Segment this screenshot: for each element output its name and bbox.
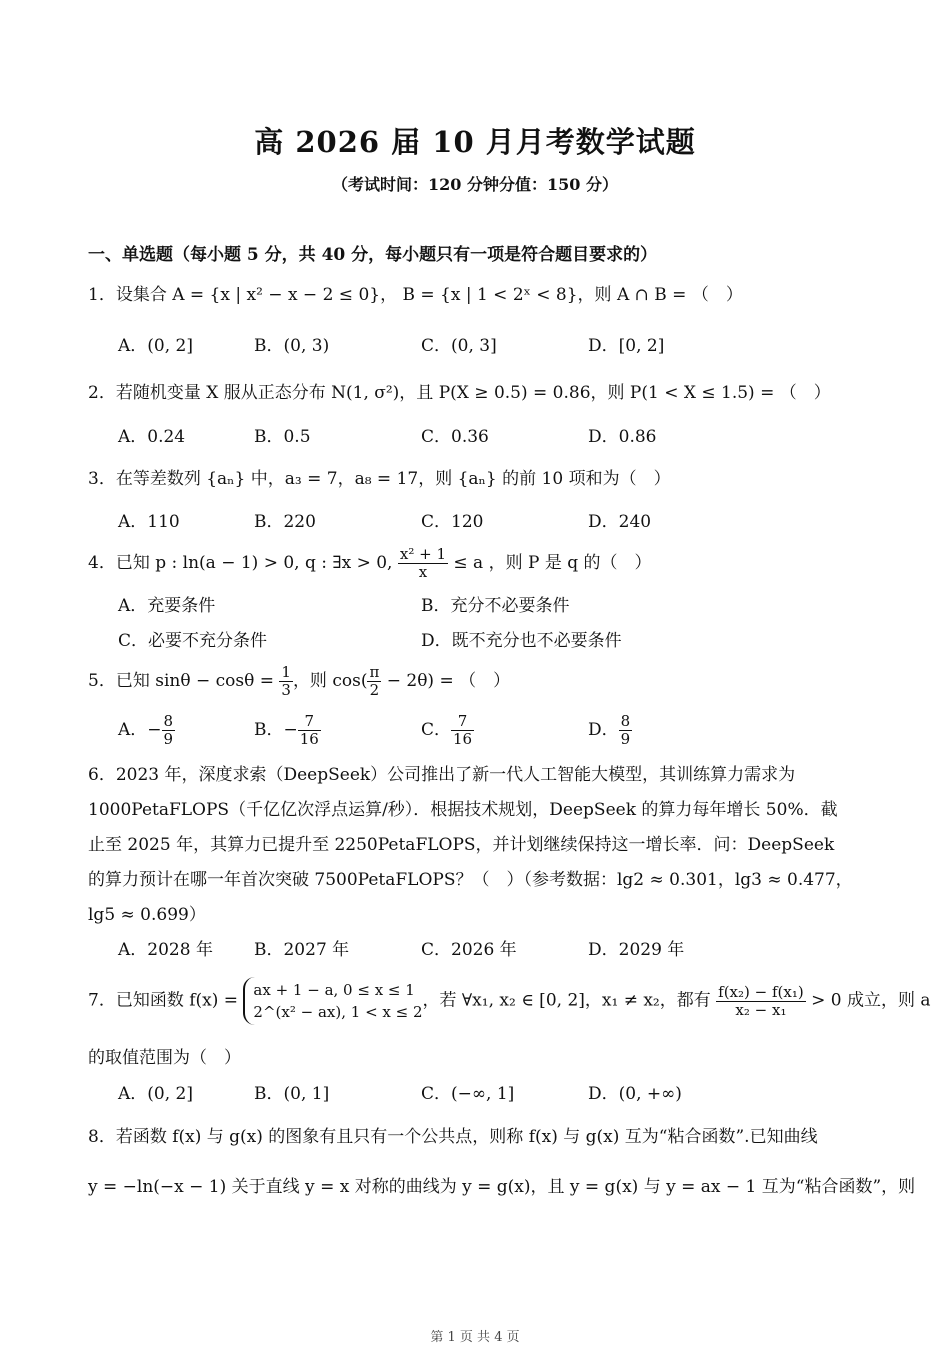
- question-2-stem: 2．若随机变量 X 服从正态分布 N(1, σ²)，且 P(X ≥ 0.5) = 0.86，则 P(1 < X ≤ 1.5) = （ ）: [88, 383, 831, 403]
- question-7-stem: [88, 977, 931, 1025]
- question-5-stem-post: − 2θ) = （ ）: [381, 671, 511, 691]
- option-label: C．: [421, 720, 452, 740]
- question-2-option-d: D．0.86: [588, 427, 657, 447]
- option-fraction: [451, 713, 474, 748]
- fraction-numerator: π: [369, 663, 380, 681]
- question-3-option-d: D．240: [588, 512, 652, 532]
- question-5-fraction-1: [279, 664, 293, 699]
- question-4-fraction: [398, 546, 448, 581]
- question-1-option-b: B．(0, 3): [254, 336, 330, 356]
- exam-title: 高 2026 届 10 月月考数学试题: [254, 125, 696, 159]
- question-1-option-d: D．[0, 2]: [588, 336, 665, 356]
- question-6-line-4: 的算力预计在哪一年首次突破 7500PetaFLOPS？（ ）（参考数据：lg2 ≈ 0.301，lg3 ≈ 0.477，: [88, 870, 853, 890]
- question-6-option-b: B．2027 年: [254, 940, 350, 960]
- fraction-denominator: 16: [453, 730, 473, 748]
- fraction-denominator: 9: [163, 730, 174, 748]
- question-3-stem: 3．在等差数列 {aₙ} 中，a₃ = 7，a₈ = 17，则 {aₙ} 的前 10 项和为（ ）: [88, 469, 671, 489]
- section-heading: 一、单选题（每小题 5 分，共 40 分，每小题只有一项是符合题目要求的）: [88, 245, 658, 265]
- question-6-line-3: 止至 2025 年，其算力已提升至 2250PetaFLOPS，并计划继续保持这一增长率．问：DeepSeek: [88, 835, 835, 855]
- question-1-stem: 1．设集合 A = {x | x² − x − 2 ≤ 0}， B = {x | 1 < 2ˣ < 8}，则 A ∩ B = （ ）: [88, 285, 743, 305]
- question-7-stem-pre: 7．已知函数 f(x) =: [88, 990, 244, 1011]
- question-2-option-a: A．0.24: [118, 427, 186, 447]
- question-5-option-b: [254, 713, 321, 748]
- fraction-denominator: 2: [369, 681, 380, 699]
- question-3-option-b: B．220: [254, 512, 316, 532]
- question-2-option-b: B．0.5: [254, 427, 311, 447]
- question-6-text: [88, 758, 868, 933]
- question-5-option-a: [118, 713, 175, 748]
- option-fraction: [298, 713, 321, 748]
- fraction-numerator: f(x₂) − f(x₁): [718, 982, 804, 1001]
- question-3-option-c: C．120: [421, 512, 484, 532]
- question-8-line-1: 8．若函数 f(x) 与 g(x) 的图象有且只有一个公共点，则称 f(x) 与 g(x) 互为“粘合函数”.已知曲线: [88, 1127, 818, 1147]
- question-6-option-c: C．2026 年: [421, 940, 517, 960]
- question-5-stem-mid: ，则 cos(: [292, 671, 368, 691]
- option-fraction: [619, 713, 633, 748]
- question-5-fraction-2: [367, 664, 381, 699]
- fraction-numerator: 1: [281, 663, 291, 681]
- piecewise-function: [243, 977, 422, 1025]
- question-7-option-a: A．(0, 2]: [118, 1084, 193, 1104]
- question-7-stem-mid: ，若 ∀x₁, x₂ ∈ [0, 2]，x₁ ≠ x₂，都有: [422, 990, 717, 1011]
- question-7-option-c: C．(−∞, 1]: [421, 1084, 515, 1104]
- option-fraction: [162, 713, 176, 748]
- question-5-stem-pre: 5．已知 sinθ − cosθ =: [88, 671, 280, 691]
- fraction-denominator: 9: [620, 730, 631, 748]
- question-5-option-d: [588, 713, 632, 748]
- question-4-option-c: C．必要不充分条件: [118, 631, 268, 651]
- fraction-numerator: 8: [163, 712, 174, 730]
- question-7-stem-post: > 0 成立，则 a: [805, 990, 931, 1011]
- exam-subtitle: （考试时间：120 分钟分值：150 分）: [332, 175, 618, 194]
- fraction-denominator: 3: [281, 681, 291, 699]
- question-4-option-a: A．充要条件: [118, 596, 216, 616]
- fraction-numerator: x² + 1: [399, 545, 446, 563]
- question-7-line-2: 的取值范围为（ ）: [88, 1048, 241, 1068]
- question-4-option-d: D．既不充分也不必要条件: [421, 631, 622, 651]
- question-1-option-a: A．(0, 2]: [118, 336, 193, 356]
- piece-2: 2^(x² − ax), 1 < x ≤ 2: [253, 1003, 423, 1021]
- piece-1: ax + 1 − a, 0 ≤ x ≤ 1: [253, 981, 415, 999]
- question-2-option-c: C．0.36: [421, 427, 489, 447]
- question-6-line-5: lg5 ≈ 0.699）: [88, 905, 206, 925]
- question-6-line-2: 1000PetaFLOPS（千亿亿次浮点运算/秒）．根据技术规划，DeepSeek 的算力每年增长 50%．截: [88, 800, 838, 820]
- question-7-option-b: B．(0, 1]: [254, 1084, 330, 1104]
- question-1-option-c: C．(0, 3]: [421, 336, 497, 356]
- fraction-numerator: 7: [298, 713, 321, 731]
- question-4-option-b: B．充分不必要条件: [421, 596, 570, 616]
- fraction-numerator: 8: [620, 712, 631, 730]
- question-4-stem-pre: 4．已知 p : ln(a − 1) > 0, q : ∃x > 0,: [88, 553, 398, 573]
- fraction-denominator: x₂ − x₁: [735, 1000, 787, 1019]
- question-7-option-d: D．(0, +∞): [588, 1084, 682, 1104]
- question-5-option-c: [421, 713, 474, 748]
- question-8-line-2: y = −ln(−x − 1) 关于直线 y = x 对称的曲线为 y = g(x)，且 y = g(x) 与 y = ax − 1 互为“粘合函数”，则: [88, 1177, 916, 1197]
- fraction-denominator: x: [418, 563, 428, 581]
- question-3-option-a: A．110: [118, 512, 180, 532]
- question-6-option-d: D．2029 年: [588, 940, 685, 960]
- question-6-line-1: 6．2023 年，深度求索（DeepSeek）公司推出了新一代人工智能大模型，其训练算力需求为: [88, 765, 796, 785]
- question-4-stem: [88, 546, 652, 581]
- question-5-stem: [88, 664, 510, 699]
- fraction-numerator: 7: [451, 713, 474, 731]
- option-label: A．−: [118, 720, 162, 740]
- option-label: B．−: [254, 720, 298, 740]
- question-4-stem-post: ≤ a ，则 P 是 q 的（ ）: [448, 553, 652, 573]
- option-label: D．: [588, 720, 619, 740]
- question-7-fraction: [716, 984, 806, 1019]
- page-footer: 第 1 页 共 4 页: [430, 1330, 520, 1345]
- fraction-denominator: 16: [299, 730, 319, 748]
- question-6-option-a: A．2028 年: [118, 940, 213, 960]
